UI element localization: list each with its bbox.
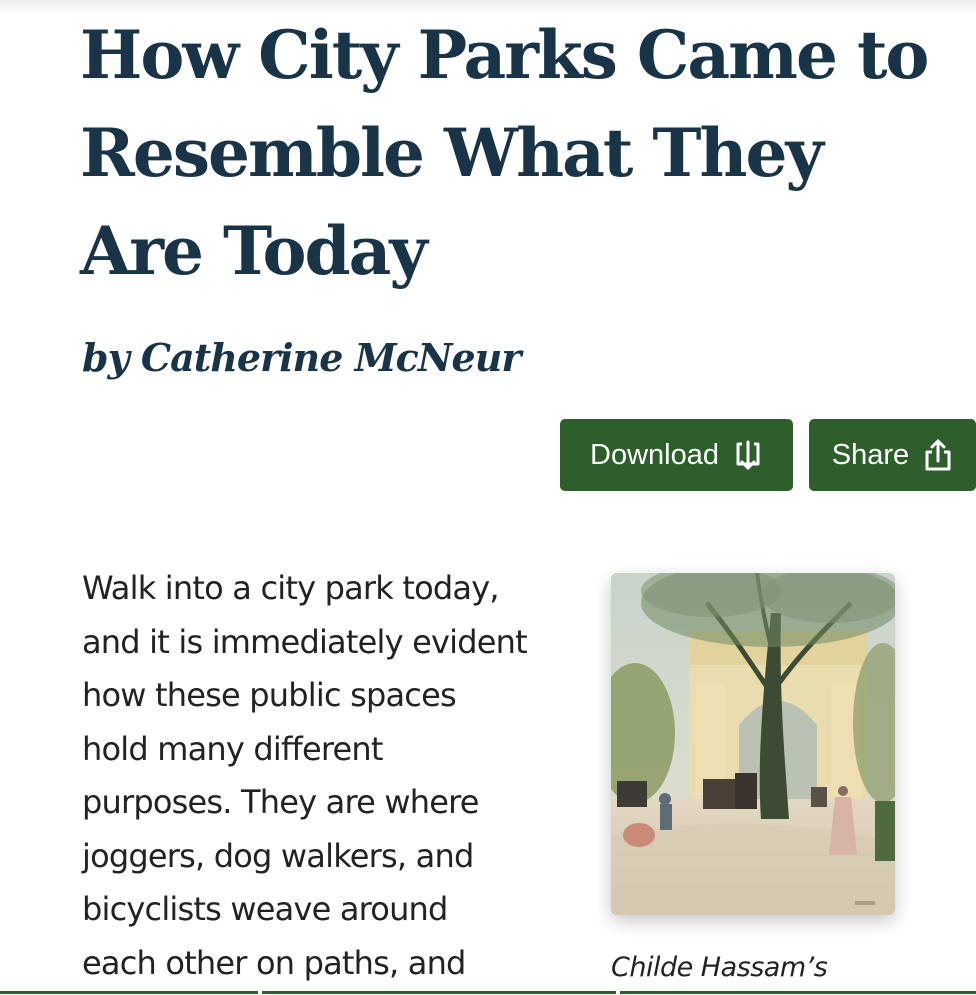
divider-line (0, 991, 258, 994)
article-byline: by Catherine McNeur (82, 335, 521, 380)
share-button[interactable] (809, 419, 976, 491)
image-caption: Childe Hassam’s (611, 952, 828, 983)
body-line: Walk into a city park today, (82, 569, 499, 607)
download-icon (733, 438, 763, 472)
divider-line (262, 991, 616, 994)
divider-line (620, 991, 976, 994)
share-button-label: Share (831, 438, 910, 471)
painting-illustration (611, 573, 895, 915)
body-line: each other on paths, and (82, 943, 466, 982)
body-line: purposes. They are where (82, 783, 479, 821)
body-line: how these public spaces (82, 676, 456, 714)
body-line: hold many different (82, 729, 383, 768)
body-line: joggers, dog walkers, and (82, 836, 474, 875)
share-icon (923, 438, 953, 472)
article-image[interactable] (611, 573, 895, 915)
article-body (82, 562, 582, 990)
download-button[interactable] (560, 419, 793, 491)
body-line: bicyclists weave around (82, 890, 448, 928)
download-button-label: Download (590, 438, 719, 471)
body-line: and it is immediately evident (82, 622, 527, 661)
article-title: How City Parks Came to Resemble What They Are Today (80, 16, 928, 290)
